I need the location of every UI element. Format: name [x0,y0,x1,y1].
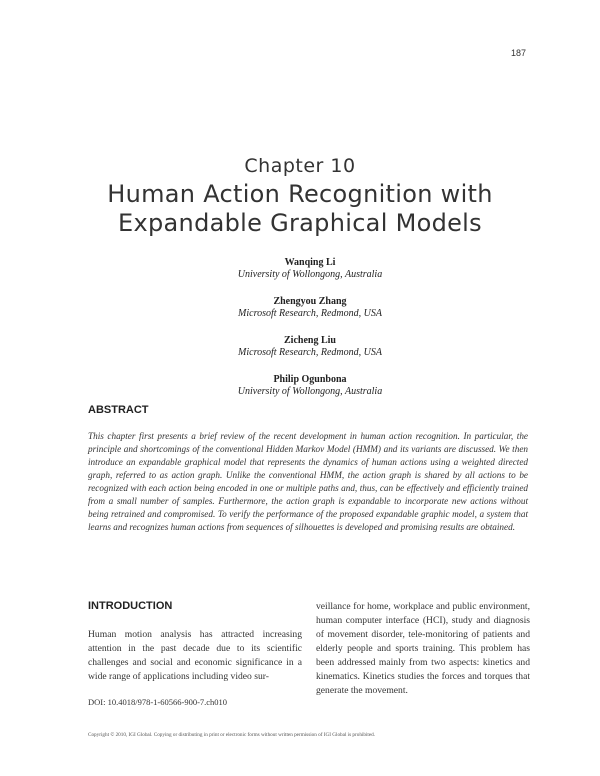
author-affiliation: University of Wollongong, Australia [237,269,383,280]
doi: DOI: 10.4018/978-1-60566-900-7.ch010 [88,697,228,707]
author-name: Zicheng Liu [284,335,336,346]
author-affiliation: Microsoft Research, Redmond, USA [238,347,382,358]
abstract-body: This chapter first presents a brief review of the recent development in human action recognition. In particular, the principle and shortcomings of the conventional Hidden Markov Model (HMM) and its variants are discussed. We then introduce an expandable graphical model that represents the dynamics of human actions using a weighted directed graph, referred to as action graph. Unlike the conventional HMM, the action graph is shared by all actions to be recognized with each action being encoded in one or multiple paths and, thus, can be effectively and efficiently trained from a small number of samples. Furthermore, the action graph is expandable to incorporate new actions without being retrained and compromised. To verify the performance of the proposed expandable graphic model, a system that learns and recognizes human actions from sequences of silhouettes is developed and promising results are obtained. [88,431,528,532]
abstract-heading: ABSTRACT [88,404,149,416]
introduction-right-column: veillance for home, workplace and public environment, human computer interface (HCI), study and diagnosis of movement disorder, tele-monitoring of patients and elderly people and sports training. This problem has been addressed mainly from two aspects: kinetics and kinematics. Kinetics studies the forces and torques that generate the movement. [316,601,530,696]
author-name: Wanqing Li [284,257,336,268]
chapter-title-line-2: Expandable Graphical Models [118,209,482,237]
author-list [0,257,600,413]
author-entry [0,296,600,320]
author-name: Zhengyou Zhang [273,296,347,307]
author-entry [0,374,600,398]
author-entry [0,335,600,359]
author-entry [0,257,600,281]
chapter-title-line-1: Human Action Recognition with [107,180,493,208]
chapter-title [0,180,600,238]
author-affiliation: Microsoft Research, Redmond, USA [238,308,382,319]
page-number: 187 [510,48,526,58]
copyright-notice: Copyright © 2010, IGI Global. Copying or distributing in print or electronic forms without written permission of IGI Global is prohibited. [88,732,376,738]
introduction-heading: INTRODUCTION [88,600,173,612]
author-name: Philip Ogunbona [273,374,347,385]
chapter-label: Chapter 10 [244,155,356,177]
introduction-left-column: Human motion analysis has attracted increasing attention in the past decade due to its scientific challenges and social and economic significance in a wide range of applications including video sur- [88,629,302,682]
author-affiliation: University of Wollongong, Australia [237,386,383,397]
